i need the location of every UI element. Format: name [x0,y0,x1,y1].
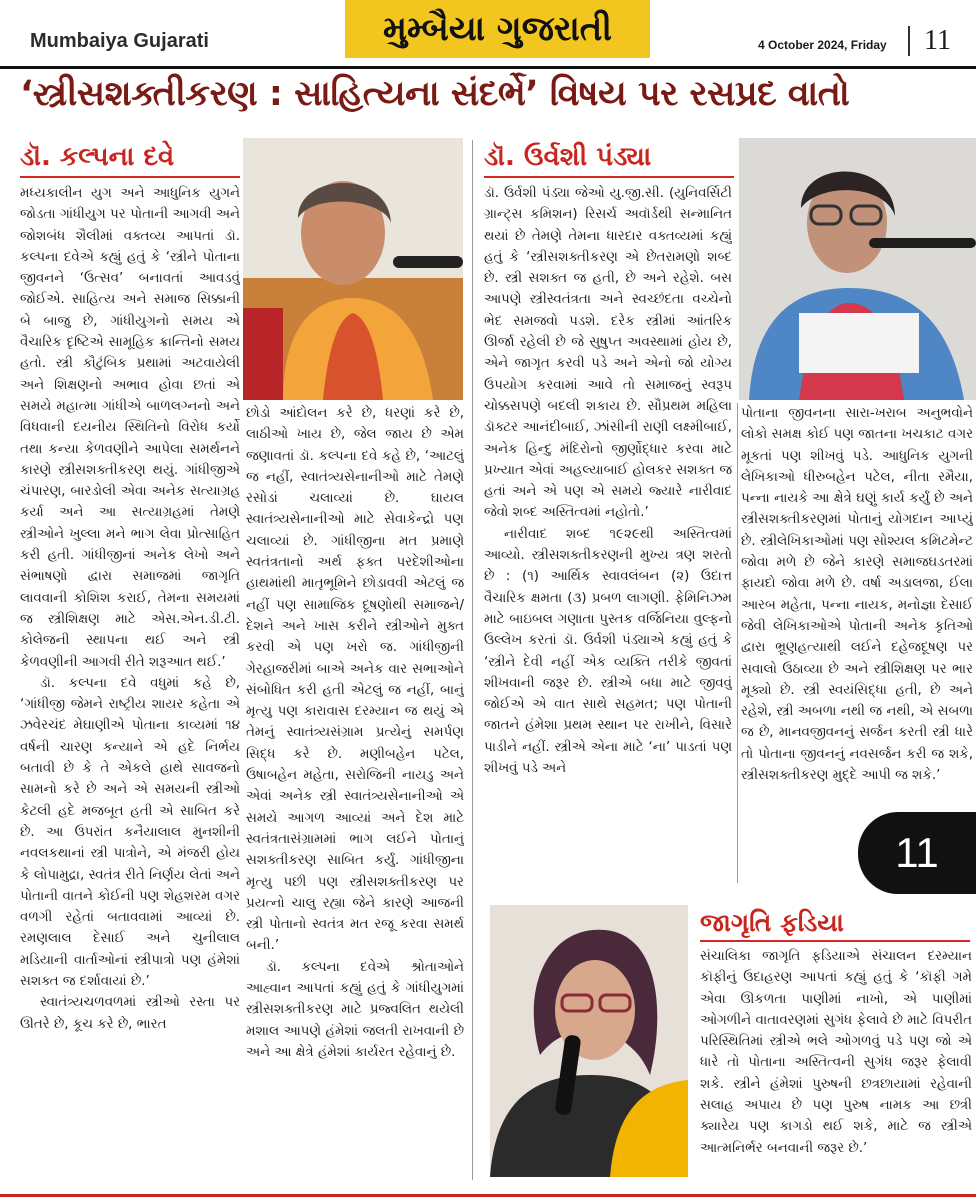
kalpana-paragraph: છોડો આંદોલન કરે છે, ધરણાં કરે છે, લાઠીઓ ખાય છે, જેલ જાય છે એમ જણાવતાં ડૉ. કલ્પના દવે કહે છે, ‘આટલું જ નહીં, સ્વાતંત્ર્યસેનાનીઓ માટે તેમણે રસોડાં ચલાવ્યાં છે. ઘાયલ સ્વાતંત્ર્યસેનાનીઓ માટે સેવાકેન્દ્રો પણ ચલાવ્યાં છે. ગાંધીજીના મત પ્રમાણે સ્વતંત્રતાનો અર્થ ફક્ત પરદેશીઓના હાથમાંથી માતૃભૂમિને છોડાવવી એટલું જ નહીં પણ સામાજિક દૂષણોથી સમાજને/દેશને અને ખાસ કરીને સ્ત્રીઓને મુક્ત કરવી એ પણ ખરો જ. ગાંધીજીની ગેરહાજરીમાં બાએ અનેક વાર સભાઓને સંબોધિત કરી હતી એટલું જ નહીં, બાનું મૃત્યુ પણ કારાવાસ દરમ્યાન જ થયું એ તેમનું સ્વાતંત્ર્યસંગ્રામ પ્રત્યેનું સમર્પણ સિદ્ધ કરે છે. મણીબહેન પટેલ, ઉષાબહેન મહેતા, સરોજિની નાયડુ અને એવાં અનેક સ્ત્રી સ્વાતંત્ર્યસેનાનીઓ એ સમયે આગળ આવ્યાં અને દેશ માટે સ્વતંત્રતાસંગ્રામમાં ભાગ લઈને પોતાનું સશક્તીકરણ સાબિત કર્યું. ગાંધીજીના મૃત્યુ પછી પણ સ્ત્રીસશક્તીકરણ પર પ્રયત્નો ચાલુ રહ્યા જેને કારણે આજની સ્ત્રી પોતાનો સ્વતંત્ર મત રજૂ કરવા સમર્થ બની.’ [246,406,464,954]
page-header [0,0,976,69]
footer-rule [0,1194,976,1197]
kalpana-rule [20,176,240,178]
jagruti-rule [700,940,970,942]
kalpana-paragraph: ડૉ. કલ્પના દવેએ શ્રોતાઓને આહ્વાન આપતાં કહ્યું હતું કે ગાંધીયુગમાં સ્ત્રીસશક્તીકરણ માટે પ્રજ્વલિત થયેલી મશાલ આપણે હંમેશાં જલતી રાખવાની છે અને આ ક્ષેત્રે હંમેશાં કાર્યરત રહેવાનું છે. [246,959,464,1060]
urvashi-rule [484,176,734,178]
urvashi-name: ડૉ. ઉર્વશી પંડ્યા [484,142,652,172]
jagruti-name: જાગૃતિ ફડિયા [700,908,844,937]
kalpana-column-2 [246,403,464,1183]
jagruti-photo [490,905,688,1177]
kalpana-name: ડૉ. કલ્પના દવે [20,142,175,172]
jagruti-paragraph: સંચાલિકા જાગૃતિ ફડિયાએ સંચાલન દરમ્યાન કૉફીનું ઉદાહરણ આપતાં કહ્યું હતું કે ‘કૉફી ગમે એવા ઊકળતા પાણીમાં નાખો, એ પાણીમાં ઓગળીને વાતાવરણમાં સુગંધ ફેલાવે છે માટે વિપરીત પરિસ્થિતિમાં સ્ત્રીએ ભલે ઓગળવું પડે પણ જો એ ધારે તો પોતાના અસ્તિત્વની સુગંધ જરૂર ફેલાવી શકે. સ્ત્રીને હંમેશાં પુરુષની છત્રછાયામાં રહેવાની સલાહ અપાય છે પણ પુરુષ નામક આ છત્રી ક્યારેય પણ કાગડો થઈ શકે, માટે જ સ્ત્રીએ આત્મનિર્ભર બનવાની જરૂર છે.’ [700,949,972,1156]
urvashi-paragraph: નારીવાદ શબ્દ ૧૯૨૯થી અસ્તિત્વમાં આવ્યો. સ્ત્રીસશક્તીકરણની મુખ્ય ત્રણ શરતો છે : (૧) આર્થિક સ્વાવલંબન (૨) ઉદાત્ત વૈચારિક ક્ષમતા (૩) પ્રબળ લાગણી. ફેમિનિઝમ માટે બાઇબલ ગણાતા પુસ્તક વર્જિનિયા વુલ્ફનો ઉલ્લેખ કરતાં ડૉ. ઉર્વશી પંડ્યાએ કહ્યું હતું કે ‘સ્ત્રીને દેવી નહીં એક વ્યક્તિ તરીકે જીવતાં શીખવાની જરૂર છે. સ્ત્રીએ બધા માટે જીવવું જોઈએ એ વાત સાથે સહમત; પણ પોતાની જાતને હંમેશા પ્રથમ સ્થાન પર રાખીને, વિસારે પાડીને નહીં. સ્ત્રીએ એના માટે ‘ના’ પાડતાં પણ શીખવું પડે અને [484,526,732,777]
page-number-badge: 11 [858,812,976,894]
page-number: 11 [908,26,951,56]
urvashi-photo [739,138,976,400]
column-divider [472,140,473,1180]
jagruti-column [700,946,972,1180]
brand-name: Mumbaiya Gujarati [30,30,209,52]
kalpana-paragraph: ડૉ. કલ્પના દવે વધુમાં કહે છે, ‘ગાંધીજી જેમને રાષ્ટ્રીય શાયર કહેતા એ ઝવેરચંદ મેઘાણીએ પોતાના કાવ્યમાં ૧૪ વર્ષની ચારણ કન્યાને એ હદે નિર્ભય બતાવી છે કે તે એકલે હાથે સાવજનો સામનો કરે છે અને એ સમયની સ્ત્રીઓ કેટલી હદે મજબૂત હતી એ સાબિત કરે છે. આ ઉપરાંત કનૈયાલાલ મુનશીની નવલકથાનાં સ્ત્રી પાત્રોને, એ મંજરી હોય કે લોપામુદ્રા, સ્વતંત્ર રીતે નિર્ણય લેતાં અને પોતાની વાતને કોઈની પણ શેહશરમ વગર વળગી રહેતાં બતાવવામાં આવ્યાં છે. રમણલાલ દેસાઈ અને ચુનીલાલ મડિયાની વાર્તાઓનાં સ્ત્રીપાત્રો પણ હંમેશાં સશક્ત જ દર્શાવાયાં છે.’ [20,675,240,989]
urvashi-paragraph: ડૉ. ઉર્વશી પંડ્યા જેઓ યુ.જી.સી. (યુનિવર્સિટી ગ્રાન્ટ્સ કમિશન) રિસર્ચ અવૉર્ડથી સન્માનિત થયાં છે તેમણે તેમના ધારદાર વક્તવ્યમાં કહ્યું હતું કે ‘સ્ત્રીસશક્તીકરણ એ છેતરામણો શબ્દ છે. સ્ત્રી સશક્ત જ હતી, છે અને રહેશે. બસ આપણે સ્ત્રીસ્વતંત્રતા અને સ્વચ્છંદતા વચ્ચેનો ભેદ સમજવો પડશે. દરેક સ્ત્રીમાં આંતરિક ઊર્જા રહેલી છે જે સુષુપ્ત અવસ્થામાં હોય છે, એને જાગૃત કરવી પડે અને એનો જો યોગ્ય ઉપયોગ કરવામાં આવે તો સમાજનું સ્વરૂપ ચોક્કસપણે બદલી શકાય છે. સૌપ્રથમ મહિલા ડૉક્ટર આનંદીબાઈ, ઝાંસીની રાણી લક્ષ્મીબાઈ, અનેક હિન્દુ મંદિરોનો જીર્ણોદ્ધાર કરવા માટે પ્રખ્યાત એવાં અહલ્યાબાઈ હોલકર સશક્ત જ હતાં અને એ પણ એ સમયે જ્યારે નારીવાદ જેવો શબ્દ અસ્તિત્વમાં નહોતો.’ [484,186,732,521]
kalpana-paragraph: મધ્યકાલીન યુગ અને આધુનિક યુગને જોડતા ગાંધીયુગ પર પોતાની આગવી અને જોશબંધ શૈલીમાં વક્તવ્ય આપતાં ડૉ. કલ્પના દવેએ કહ્યું હતું કે ‘સ્ત્રીને પોતાના જીવનને ‘ઉત્સવ’ બનાવતાં આવડવું જોઈએ. સાહિત્ય અને સમાજ સિક્કાની બે બાજુ છે, ગાંધીયુગનો સમય એ વૈચારિક દૃષ્ટિએ સામૂહિક ક્રાન્તિનો સમય હતો. સ્ત્રી કૌટુંબિક પ્રથામાં અટવાયેલી અને શિક્ષણનો અભાવ હોવા છતાં એ સમયે મહાત્મા ગાંધીએ બાળલગ્નનો અને વિધવાની દયનીય સ્થિતિનો વિરોધ કર્યો તથા કન્યા કેળવણીને આપેલા સમર્થનને કારણે સ્ત્રીસશક્તીકરણ થયું. ગાંધીજીએ ચંપારણ, બારડોલી એવા અનેક સત્યાગ્રહ કર્યા અને આ સત્યાગ્રહમાં તેમણે સ્ત્રીઓને ખુલ્લા મને ભાગ લેવા પ્રોત્સાહિત કરી હતી. ગાંધીજીનાં અનેક લેખો અને સંભાષણો દ્વારા સમાજમાં જાગૃતિ લાવવાની કોશિશ કરાઈ, તેમના સમયમાં જ સ્ત્રીશિક્ષણ માટે એસ.એન.ડી.ટી. કોલેજની સ્થાપના થઈ અને સ્ત્રી કેળવણીની આગવી રીતે શરૂઆત થઈ.’ [20,186,240,670]
urvashi-column-1 [484,183,732,883]
kalpana-paragraph: સ્વાતંત્ર્યચળવળમાં સ્ત્રીઓ રસ્તા પર ઊતરે છે, કૂચ કરે છે, ભારત [20,995,240,1032]
urvashi-paragraph: પોતાના જીવનના સારા-ખરાબ અનુભવોને લોકો સમક્ષ કોઈ પણ જાતના ખચકાટ વગર મૂકતાં પણ શીખવું પડે. આધુનિક યુગની લેખિકાઓ ધીરુબહેન પટેલ, નીતા રમૈયા, પન્ના નાયકે આ ક્ષેત્રે ઘણું કાર્ય કર્યું છે અને સ્ત્રીસશક્તીકરણમાં પોતાનું યોગદાન આપ્યું છે. સ્ત્રીલેખિકાઓમાં પણ સોશ્યલ કમિટમેન્ટ જોવા મળે છે જેને કારણે સમાજઘડતરમાં ફાયદો જોવા મળે છે. વર્ષા અડાલજા, ઈલા આરબ મહેતા, પન્ના નાયક, મનોજ્ઞા દેસાઈ જેવી લેખિકાઓએ પોતાની અનેક કૃતિઓ દ્વારા ભ્રૂણહત્યાથી લઈને દહેજદૂષણ પર સવાલો ઉઠાવ્યા છે અને સ્ત્રીશિક્ષણ પર ભાર મૂક્યો છે. સ્ત્રી સ્વયંસિદ્ધા હતી, છે અને રહેશે, સ્ત્રી અબળા નથી જ નથી, એ સબળા જ છે, માનવજીવનનું સર્જન કરતી સ્ત્રી ધારે તો પોતાના જીવનનું નવસર્જન કરી જ શકે, સ્ત્રીસશક્તીકરણ મુદ્દે આપી જ શકે.’ [741,406,973,784]
kalpana-photo [243,138,463,400]
column-divider [737,403,738,883]
page-headline: ‘સ્ત્રીસશક્તીકરણ : સાહિત્યના સંદર્ભે’ વિષય પર રસપ્રદ વાતો [20,74,850,114]
issue-date: 4 October 2024, Friday [758,38,887,52]
urvashi-column-2 [741,403,973,883]
masthead-title: મુમ્બૈયા ગુજરાતી [345,0,650,58]
kalpana-column-1 [20,183,240,1183]
